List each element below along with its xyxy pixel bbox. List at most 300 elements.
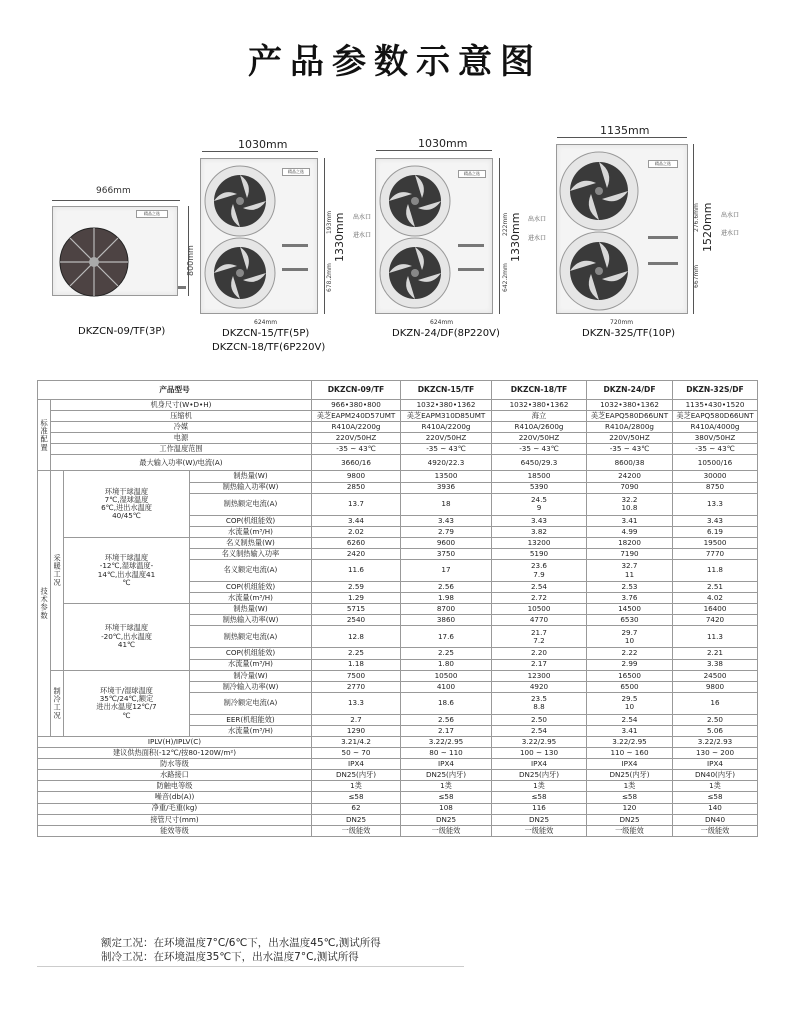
row-value: 116	[492, 803, 587, 814]
row-value: 1类	[673, 781, 758, 792]
table-row	[38, 604, 758, 615]
row-value	[401, 692, 492, 714]
value-line: 10	[624, 635, 635, 645]
condition-line: 6℃,进出水温度	[101, 503, 152, 513]
model-caption: DKZCN-15/TF(5P)	[222, 328, 310, 339]
fan-grille-icon	[58, 226, 130, 298]
value-line: 13.7	[347, 499, 364, 509]
row-value: 3660/16	[312, 455, 401, 471]
row-value	[312, 471, 401, 482]
row-value	[312, 560, 401, 582]
value-line: 16	[710, 698, 720, 708]
table-row	[38, 537, 758, 548]
height-dimension: 800mm	[186, 245, 195, 276]
row-value	[492, 681, 587, 692]
row-value	[492, 560, 587, 582]
row-value	[587, 604, 673, 615]
row-value: DN25	[401, 814, 492, 825]
value-line: 11.8	[706, 565, 723, 575]
value-line: 2.54	[530, 581, 547, 591]
row-value: 3.22/2.95	[401, 736, 492, 747]
condition-cell	[64, 537, 190, 603]
row-value	[492, 648, 587, 659]
value-line: 10500	[527, 604, 551, 614]
value-line: 1.29	[347, 593, 364, 603]
condition-line: -12℃,湿球温度-	[99, 561, 154, 571]
value-line: 3.41	[621, 725, 638, 735]
row-value: DN40(内牙)	[673, 770, 758, 781]
table-row	[38, 381, 758, 400]
row-value: 1135•430•1520	[673, 400, 758, 411]
row-value	[673, 593, 758, 604]
brand-plate: 精品之选	[648, 160, 678, 168]
row-value	[312, 582, 401, 593]
water-pipe	[178, 286, 186, 289]
row-value: 3.22/2.93	[673, 736, 758, 747]
value-line: 6260	[346, 537, 366, 547]
table-row	[38, 455, 758, 471]
row-label: 冷媒	[51, 422, 312, 433]
row-value: 80 ~ 110	[401, 748, 492, 759]
table-row	[38, 670, 758, 681]
row-value: DN40	[673, 814, 758, 825]
row-value	[492, 670, 587, 681]
value-line: 4920	[529, 681, 549, 691]
width-dimension: 1135mm	[600, 124, 650, 137]
row-value: 220V/50HZ	[587, 433, 673, 444]
value-line: 24500	[703, 670, 727, 680]
row-label: IPLV(H)/IPLV(C)	[38, 736, 312, 747]
sub-dimension: 222mm	[502, 212, 509, 236]
row-value: 一级能效	[587, 825, 673, 836]
value-line: 3750	[436, 548, 456, 558]
sub-dimension: 624mm	[430, 319, 454, 326]
row-value: DN25	[492, 814, 587, 825]
row-label: COP(机组能效)	[190, 582, 312, 593]
row-value	[587, 659, 673, 670]
row-label: 水流量(m³/H)	[190, 659, 312, 670]
value-line: 14500	[618, 604, 641, 614]
value-line: 13.3	[347, 698, 364, 708]
rated-condition-note: 额定工况：在环境温度7°C/6℃下，出水温度45℃,测试所得	[101, 937, 381, 949]
value-line: 6.19	[706, 526, 723, 536]
value-line: 2.20	[530, 648, 547, 658]
row-value	[673, 670, 758, 681]
value-line: 19500	[703, 537, 727, 547]
row-label: 制冷量(W)	[190, 670, 312, 681]
model-caption: DKZCN-09/TF(3P)	[78, 326, 166, 337]
dimension-line	[202, 151, 318, 152]
row-value	[401, 471, 492, 482]
value-line: 2.22	[621, 648, 638, 658]
condition-line: 35℃/24℃,额定	[99, 694, 154, 703]
row-value	[312, 714, 401, 725]
table-row	[38, 422, 758, 433]
row-label: 制热量(W)	[190, 604, 312, 615]
fan-icon	[558, 150, 640, 232]
row-value	[401, 482, 492, 493]
row-value: 220V/50HZ	[312, 433, 401, 444]
sub-dimension: 667mm	[693, 264, 700, 288]
condition-line: 环境干球温度	[104, 486, 149, 496]
row-value: -35 ~ 43℃	[587, 444, 673, 455]
row-value	[312, 670, 401, 681]
row-label: 电源	[51, 433, 312, 444]
value-line: 18.6	[437, 698, 454, 708]
value-line: 7420	[705, 615, 725, 625]
row-value	[673, 493, 758, 515]
table-row	[38, 759, 758, 770]
row-value: 1类	[587, 781, 673, 792]
value-line: 8.8	[533, 702, 545, 712]
header-model: DKZN-32S/DF	[673, 381, 758, 400]
value-line: 13500	[434, 471, 458, 481]
row-value: -35 ~ 43℃	[401, 444, 492, 455]
value-line: 7.2	[533, 635, 545, 645]
standard-group-label: 标准配置	[38, 400, 51, 471]
row-value	[312, 604, 401, 615]
fan-icon	[203, 164, 277, 238]
row-label: 制冷输入功率(W)	[190, 681, 312, 692]
row-label: 建议供热面积(-12℃/按80-120W/m²)	[38, 748, 312, 759]
row-value	[401, 493, 492, 515]
row-value: 3.22/2.95	[492, 736, 587, 747]
condition-line: 7℃,湿球温度	[104, 494, 149, 504]
water-pipe	[282, 244, 308, 247]
row-value: 140	[673, 803, 758, 814]
row-label: 制热额定电流(A)	[190, 493, 312, 515]
condition-line: 41℃	[117, 640, 136, 650]
notes-box	[37, 927, 464, 967]
row-value	[312, 526, 401, 537]
row-value	[587, 670, 673, 681]
row-value	[587, 493, 673, 515]
row-value: 1类	[401, 781, 492, 792]
row-label: 噪音(db(A))	[38, 792, 312, 803]
row-value	[587, 471, 673, 482]
row-value	[587, 537, 673, 548]
row-value: 62	[312, 803, 401, 814]
row-value: R410A/2200g	[401, 422, 492, 433]
value-line: 12.8	[347, 631, 364, 641]
value-line: 17	[441, 565, 451, 575]
row-value	[673, 648, 758, 659]
value-line: 6500	[620, 681, 639, 691]
value-line: 2.21	[706, 648, 723, 658]
value-line: 7.9	[533, 569, 545, 579]
row-label: 名义额定电流(A)	[190, 560, 312, 582]
row-value	[312, 482, 401, 493]
row-label: 防水等级	[38, 759, 312, 770]
water-pipe	[458, 244, 484, 247]
row-value: DN25	[312, 814, 401, 825]
row-value: -35 ~ 43℃	[492, 444, 587, 455]
row-value	[401, 615, 492, 626]
table-row	[38, 792, 758, 803]
value-line: 4770	[529, 615, 549, 625]
row-value	[587, 648, 673, 659]
value-line: 7770	[705, 548, 725, 558]
row-value: ≤58	[492, 792, 587, 803]
condition-line: ℃	[122, 577, 131, 587]
row-label: 名义制热量(W)	[190, 537, 312, 548]
value-line: 2850	[346, 482, 366, 492]
row-value	[401, 681, 492, 692]
condition-line: 环境干球温度	[104, 623, 149, 633]
row-value	[673, 482, 758, 493]
value-line: 18200	[618, 537, 641, 547]
row-label: 制冷额定电流(A)	[190, 692, 312, 714]
water-outlet-label: 出水口	[353, 214, 372, 221]
spec-table-wrapper	[37, 380, 757, 837]
value-line: 2.72	[530, 593, 547, 603]
page-title: 产品参数示意图	[248, 42, 542, 82]
value-line: 8700	[436, 604, 456, 614]
value-line: 23.6	[530, 561, 547, 571]
row-value	[673, 548, 758, 559]
row-value	[492, 615, 587, 626]
condition-line: 环境干/湿球温度	[100, 685, 153, 695]
row-value: 220V/50HZ	[401, 433, 492, 444]
value-line: 11	[624, 569, 635, 579]
row-value: 1类	[312, 781, 401, 792]
water-outlet-label: 出水口	[721, 212, 740, 219]
condition-line: 40/45℃	[112, 511, 141, 521]
value-line: 5715	[346, 604, 366, 614]
row-value: 220V/50HZ	[492, 433, 587, 444]
brand-plate: 精品之选	[136, 210, 168, 218]
row-value: IPX4	[401, 759, 492, 770]
value-line: 2.17	[437, 725, 454, 735]
model-caption: DKZCN-18/TF(6P220V)	[212, 342, 326, 353]
row-value	[587, 615, 673, 626]
row-value	[312, 659, 401, 670]
row-value: DN25(内牙)	[401, 770, 492, 781]
row-value: 4920/22.3	[401, 455, 492, 471]
value-line: 2.51	[706, 581, 723, 591]
value-line: 12300	[527, 670, 551, 680]
row-label: 防触电等级	[38, 781, 312, 792]
value-line: 10	[624, 702, 635, 712]
row-value	[587, 681, 673, 692]
row-label: 最大输入功率(W)/电流(A)	[51, 455, 312, 471]
row-value	[673, 681, 758, 692]
row-value: 美芝EAPM240D57UMT	[312, 411, 401, 422]
row-value: 8600/38	[587, 455, 673, 471]
value-line: 2.25	[347, 648, 364, 658]
water-inlet-label: 进水口	[528, 235, 547, 242]
table-row	[38, 433, 758, 444]
row-value: 美芝EAPM310D85UMT	[401, 411, 492, 422]
value-line: 3.38	[706, 659, 723, 669]
header-model: DKZCN-15/TF	[401, 381, 492, 400]
water-pipe	[648, 236, 678, 239]
row-value: ≤58	[673, 792, 758, 803]
sub-dimension: 276.6mm	[693, 203, 700, 232]
table-row	[38, 770, 758, 781]
row-value	[312, 515, 401, 526]
row-value: R410A/4000g	[673, 422, 758, 433]
row-label: 名义制热输入功率	[190, 548, 312, 559]
value-line: 3.41	[621, 515, 638, 525]
row-value	[401, 626, 492, 648]
value-line: 9800	[346, 471, 366, 481]
row-value: 110 ~ 160	[587, 748, 673, 759]
water-inlet-label: 进水口	[353, 232, 372, 239]
header-model: DKZCN-18/TF	[492, 381, 587, 400]
row-value: 1032•380•1362	[492, 400, 587, 411]
value-line: 4.02	[706, 593, 723, 603]
row-value: DN25(内牙)	[587, 770, 673, 781]
row-value	[401, 560, 492, 582]
row-value	[401, 526, 492, 537]
heating-group-label: 采暖工况	[51, 471, 64, 670]
row-label: EER(机组能效)	[190, 714, 312, 725]
row-value	[401, 725, 492, 736]
value-line: 8750	[705, 482, 725, 492]
row-value	[312, 593, 401, 604]
value-line: 6530	[620, 615, 639, 625]
value-line: 18500	[527, 471, 551, 481]
value-line: 21.7	[530, 627, 547, 637]
row-value	[492, 471, 587, 482]
row-value	[673, 537, 758, 548]
value-line: 4100	[436, 681, 456, 691]
row-value: IPX4	[492, 759, 587, 770]
value-line: 2.54	[621, 714, 638, 724]
value-line: 3.82	[530, 526, 547, 536]
row-value: 1032•380•1362	[401, 400, 492, 411]
row-value	[673, 659, 758, 670]
table-row	[38, 803, 758, 814]
row-value: R410A/2600g	[492, 422, 587, 433]
water-pipe	[458, 268, 484, 271]
value-line: 2.50	[530, 714, 547, 724]
row-value: 966•380•800	[312, 400, 401, 411]
value-line: 7190	[620, 548, 639, 558]
row-label: 接管尺寸(mm)	[38, 814, 312, 825]
value-line: 3.43	[530, 515, 547, 525]
row-value	[587, 560, 673, 582]
value-line: 13200	[527, 537, 551, 547]
row-value	[673, 471, 758, 482]
row-label: 制热输入功率(W)	[190, 482, 312, 493]
row-value: DN25(内牙)	[312, 770, 401, 781]
row-value	[673, 725, 758, 736]
row-value: 108	[401, 803, 492, 814]
table-row	[38, 781, 758, 792]
row-value: 3.22/2.95	[587, 736, 673, 747]
value-line: 3.43	[706, 515, 723, 525]
row-label: 工作温度范围	[51, 444, 312, 455]
condition-line: 环境干球温度	[104, 552, 149, 562]
row-value	[312, 537, 401, 548]
tech-group-label: 技术参数	[38, 471, 51, 737]
value-line: 4.99	[621, 526, 638, 536]
row-label: COP(机组能效)	[190, 648, 312, 659]
brand-plate: 精品之选	[282, 168, 310, 176]
row-value: 美芝EAPQ580D66UNT	[587, 411, 673, 422]
value-line: 29.7	[621, 627, 638, 637]
row-value: 海立	[492, 411, 587, 422]
value-line: 3936	[436, 482, 456, 492]
cooling-condition-note: 制冷工况：在环境温度35℃下，出水温度7°C,测试所得	[101, 951, 359, 963]
row-value: DN25(内牙)	[492, 770, 587, 781]
condition-cell	[64, 670, 190, 736]
row-value	[673, 560, 758, 582]
dimension-line	[499, 158, 500, 314]
row-label: 水流量(m³/H)	[190, 593, 312, 604]
row-value: 一级能效	[673, 825, 758, 836]
row-value	[587, 725, 673, 736]
row-value	[401, 515, 492, 526]
row-value	[587, 482, 673, 493]
value-line: 2.17	[530, 659, 547, 669]
height-dimension: 1520mm	[701, 202, 714, 252]
table-row	[38, 736, 758, 747]
height-dimension: 1330mm	[333, 212, 346, 262]
table-row	[38, 814, 758, 825]
value-line: 5.06	[706, 725, 723, 735]
value-line: 2420	[346, 548, 366, 558]
row-value	[673, 582, 758, 593]
width-dimension: 966mm	[96, 186, 131, 196]
width-dimension: 1030mm	[238, 138, 288, 151]
brand-plate: 精品之选	[458, 170, 486, 178]
condition-line: 14℃,出水温度41	[97, 569, 156, 579]
row-value: ≤58	[587, 792, 673, 803]
row-label: COP(机组能效)	[190, 515, 312, 526]
condition-line: -20℃,出水温度	[101, 631, 152, 641]
value-line: 13.3	[706, 499, 723, 509]
row-value	[312, 725, 401, 736]
water-inlet-label: 进水口	[721, 230, 740, 237]
value-line: 30000	[703, 471, 727, 481]
row-value: IPX4	[312, 759, 401, 770]
value-line: 9	[536, 503, 542, 513]
row-value	[401, 604, 492, 615]
row-value	[587, 548, 673, 559]
height-dimension: 1330mm	[509, 212, 522, 262]
value-line: 1290	[346, 725, 366, 735]
row-value	[492, 548, 587, 559]
value-line: 2770	[346, 681, 366, 691]
row-value: 一级能效	[492, 825, 587, 836]
row-value	[401, 537, 492, 548]
model-caption: DKZN-32S/TF(10P)	[582, 328, 676, 339]
table-row	[38, 471, 758, 482]
value-line: 2.53	[621, 581, 638, 591]
row-value	[492, 714, 587, 725]
row-value	[492, 725, 587, 736]
value-line: 16400	[703, 604, 727, 614]
value-line: 10500	[434, 670, 458, 680]
value-line: 32.2	[621, 494, 638, 504]
value-line: 2.79	[437, 526, 454, 536]
row-value	[401, 548, 492, 559]
row-value: 6450/29.3	[492, 455, 587, 471]
row-label: 水流量(m³/H)	[190, 526, 312, 537]
row-value	[401, 714, 492, 725]
value-line: 18	[441, 499, 451, 509]
row-value: 美芝EAPQ580D66UNT	[673, 411, 758, 422]
row-label: 机身尺寸(W•D•H)	[51, 400, 312, 411]
row-value: 10500/16	[673, 455, 758, 471]
row-value	[587, 582, 673, 593]
dimension-line	[376, 150, 492, 151]
value-line: 16500	[618, 670, 641, 680]
row-value	[401, 648, 492, 659]
